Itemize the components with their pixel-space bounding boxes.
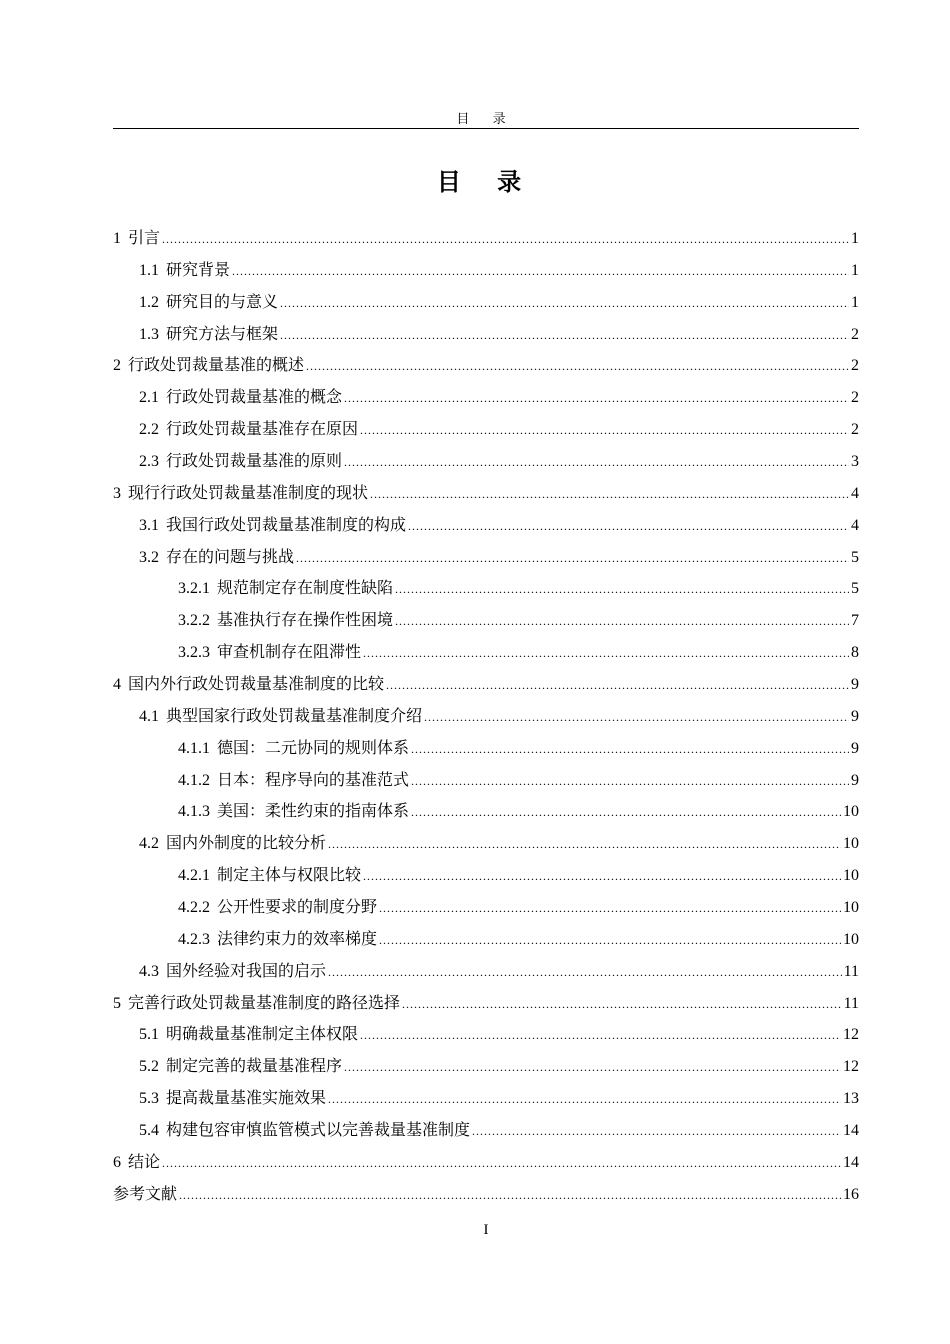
toc-entry[interactable] <box>113 257 859 289</box>
toc-entry-page: 2 <box>851 421 859 439</box>
dot-leader <box>363 646 849 661</box>
toc-entry-number: 1.3 <box>139 325 159 343</box>
toc-entry-title: 结论 <box>128 1153 161 1171</box>
toc-entry-number: 4.2.1 <box>178 867 210 885</box>
toc-entry-number: 1.1 <box>139 261 159 279</box>
dot-leader <box>395 614 849 629</box>
toc-entry-page: 16 <box>843 1185 859 1203</box>
toc-entry-page: 3 <box>851 453 859 471</box>
toc-entry-number: 4.3 <box>139 962 159 980</box>
dot-leader <box>395 582 849 597</box>
toc-entry-number: 3.2.1 <box>178 580 210 598</box>
dot-leader <box>379 933 841 948</box>
running-header: 目 录 <box>456 111 516 126</box>
dot-leader <box>360 1028 841 1043</box>
dot-leader <box>280 296 849 311</box>
toc-entry-page: 5 <box>851 548 859 566</box>
dot-leader <box>296 551 849 566</box>
toc-entry-page: 10 <box>843 803 859 821</box>
toc-entry-title: 制定主体与权限比较 <box>217 867 362 885</box>
toc-entry-page: 4 <box>851 516 859 534</box>
toc-entry[interactable] <box>113 767 859 799</box>
toc-entry-number: 3.2.2 <box>178 612 210 630</box>
toc-entry-title: 日本：程序导向的基准范式 <box>217 771 410 789</box>
toc-entry[interactable] <box>113 480 859 512</box>
toc-entry-title: 提高裁量基准实施效果 <box>166 1090 327 1108</box>
toc-entry-title: 构建包容审慎监管模式以完善裁量基准制度 <box>166 1122 471 1140</box>
toc-entry[interactable] <box>113 1181 859 1213</box>
toc-entry-title: 完善行政处罚裁量基准制度的路径选择 <box>128 994 401 1012</box>
toc-entry[interactable] <box>113 607 859 639</box>
toc-entry-title: 我国行政处罚裁量基准制度的构成 <box>166 516 407 534</box>
toc-entry[interactable] <box>113 1149 859 1181</box>
toc-entry[interactable] <box>113 894 859 926</box>
dot-leader <box>424 710 849 725</box>
dot-leader <box>344 1060 841 1075</box>
toc-entry[interactable] <box>113 1021 859 1053</box>
dot-leader <box>328 837 841 852</box>
toc-entry-number: 2 <box>113 357 121 375</box>
toc-entry-page: 7 <box>851 612 859 630</box>
toc-entry-page: 9 <box>851 676 859 694</box>
toc-entry[interactable] <box>113 225 859 257</box>
toc-entry-page: 10 <box>843 930 859 948</box>
toc-entry[interactable] <box>113 862 859 894</box>
toc-entry-page: 8 <box>851 644 859 662</box>
toc-entry-page: 2 <box>851 325 859 343</box>
page-title: 目 录 <box>436 168 536 196</box>
toc-entry-title: 行政处罚裁量基准存在原因 <box>166 421 359 439</box>
toc-entry-title: 德国：二元协同的规则体系 <box>217 739 410 757</box>
toc-entry-title: 明确裁量基准制定主体权限 <box>166 1026 359 1044</box>
toc-entry-title: 行政处罚裁量基准的原则 <box>166 453 343 471</box>
toc-entry-page: 12 <box>843 1058 859 1076</box>
toc-entry-title: 国内外行政处罚裁量基准制度的比较 <box>128 676 385 694</box>
toc-entry[interactable] <box>113 321 859 353</box>
toc-entry-page: 1 <box>851 230 859 247</box>
toc-entry-title: 典型国家行政处罚裁量基准制度介绍 <box>166 707 423 725</box>
dot-leader <box>306 359 849 374</box>
toc-entry-title: 研究目的与意义 <box>166 293 279 311</box>
page-number: I <box>483 1222 489 1238</box>
dot-leader <box>370 487 849 502</box>
toc-entry[interactable] <box>113 990 859 1022</box>
dot-leader <box>328 965 842 980</box>
toc-entry-page: 10 <box>843 835 859 853</box>
toc-entry-page: 10 <box>843 867 859 885</box>
toc-entry-number: 3 <box>113 484 121 502</box>
toc-entry-page: 9 <box>851 771 859 789</box>
toc-entry-title: 研究背景 <box>166 261 231 279</box>
dot-leader <box>411 805 841 820</box>
toc-entry-number: 2.1 <box>139 389 159 407</box>
toc-entry-title: 引言 <box>128 230 161 247</box>
toc-entry-number: 3.2 <box>139 548 159 566</box>
toc-entry-number: 4.1.2 <box>178 771 210 789</box>
toc-entry[interactable] <box>113 958 859 990</box>
toc-entry[interactable] <box>113 639 859 671</box>
dot-leader <box>472 1124 841 1139</box>
toc-entry-title: 基准执行存在操作性困境 <box>217 612 394 630</box>
toc-entry-number: 4.2.2 <box>178 899 210 917</box>
toc-entry-page: 1 <box>851 293 859 311</box>
toc-entry-number: 6 <box>113 1153 121 1171</box>
toc-entry-number: 4.2.3 <box>178 930 210 948</box>
toc-entry-title: 美国：柔性约束的指南体系 <box>217 803 410 821</box>
toc-entry-title: 审查机制存在阻滞性 <box>217 644 362 662</box>
toc-entry-page: 2 <box>851 357 859 375</box>
toc-entry-number: 3.2.3 <box>178 644 210 662</box>
toc-entry-number: 4.1.3 <box>178 803 210 821</box>
toc-entry-title: 参考文献 <box>113 1185 178 1203</box>
toc-entry[interactable] <box>113 703 859 735</box>
dot-leader <box>280 328 849 343</box>
dot-leader <box>411 774 849 789</box>
toc-entry-title: 国外经验对我国的启示 <box>166 962 327 980</box>
toc-entry-title: 行政处罚裁量基准的概念 <box>166 389 343 407</box>
toc-entry[interactable] <box>113 544 859 576</box>
toc-entry[interactable] <box>113 289 859 321</box>
toc-entry-number: 4.1.1 <box>178 739 210 757</box>
toc-entry[interactable] <box>113 926 859 958</box>
toc-entry-title: 制定完善的裁量基准程序 <box>166 1058 343 1076</box>
toc-entry-number: 4.2 <box>139 835 159 853</box>
toc-entry[interactable] <box>113 575 859 607</box>
toc-entry[interactable] <box>113 1053 859 1085</box>
dot-leader <box>344 455 849 470</box>
toc-entry-number: 1.2 <box>139 293 159 311</box>
toc-entry[interactable] <box>113 671 859 703</box>
toc-entry-page: 14 <box>843 1122 859 1140</box>
toc-entry[interactable] <box>113 798 859 830</box>
dot-leader <box>408 519 849 534</box>
dot-leader <box>379 901 841 916</box>
toc-entry[interactable] <box>113 512 859 544</box>
toc-entry-number: 3.1 <box>139 516 159 534</box>
table-of-contents <box>113 225 859 1213</box>
toc-entry-page: 11 <box>843 994 859 1012</box>
toc-entry-page: 1 <box>851 261 859 279</box>
dot-leader <box>232 264 849 279</box>
dot-leader <box>344 391 849 406</box>
dot-leader <box>179 1188 841 1203</box>
toc-entry-title: 规范制定存在制度性缺陷 <box>217 580 394 598</box>
toc-entry-title: 研究方法与框架 <box>166 325 279 343</box>
toc-entry-number: 5.4 <box>139 1122 159 1140</box>
toc-entry-page: 9 <box>851 739 859 757</box>
toc-entry[interactable] <box>113 735 859 767</box>
dot-leader <box>162 1156 841 1171</box>
toc-entry-title: 行政处罚裁量基准的概述 <box>128 357 305 375</box>
toc-entry[interactable] <box>113 830 859 862</box>
toc-entry[interactable] <box>113 384 859 416</box>
dot-leader <box>386 678 849 693</box>
toc-entry-number: 5.2 <box>139 1058 159 1076</box>
toc-entry-title: 公开性要求的制度分野 <box>217 899 378 917</box>
toc-entry-page: 10 <box>843 899 859 917</box>
toc-entry-page: 4 <box>851 484 859 502</box>
toc-entry-number: 4 <box>113 676 121 694</box>
dot-leader <box>411 742 849 757</box>
header-rule <box>113 128 859 129</box>
toc-entry-number: 1 <box>113 230 121 247</box>
toc-entry[interactable] <box>113 416 859 448</box>
toc-entry-title: 现行行政处罚裁量基准制度的现状 <box>128 484 369 502</box>
toc-entry[interactable] <box>113 1085 859 1117</box>
dot-leader <box>360 423 849 438</box>
toc-entry-number: 4.1 <box>139 707 159 725</box>
dot-leader <box>402 997 842 1012</box>
dot-leader <box>363 869 841 884</box>
toc-entry-page: 12 <box>843 1026 859 1044</box>
toc-entry-number: 5.1 <box>139 1026 159 1044</box>
toc-entry-title: 存在的问题与挑战 <box>166 548 295 566</box>
toc-entry-page: 13 <box>843 1090 859 1108</box>
toc-entry-number: 2.3 <box>139 453 159 471</box>
toc-entry-number: 5 <box>113 994 121 1012</box>
toc-entry-page: 14 <box>843 1153 859 1171</box>
toc-entry-title: 国内外制度的比较分析 <box>166 835 327 853</box>
toc-entry-page: 5 <box>851 580 859 598</box>
toc-entry[interactable] <box>113 1117 859 1149</box>
toc-entry-number: 2.2 <box>139 421 159 439</box>
toc-entry[interactable] <box>113 352 859 384</box>
dot-leader <box>328 1092 841 1107</box>
toc-entry-number: 5.3 <box>139 1090 159 1108</box>
dot-leader <box>162 232 849 247</box>
toc-entry[interactable] <box>113 448 859 480</box>
toc-entry-page: 9 <box>851 707 859 725</box>
toc-entry-page: 2 <box>851 389 859 407</box>
toc-entry-page: 11 <box>843 962 859 980</box>
toc-entry-title: 法律约束力的效率梯度 <box>217 930 378 948</box>
